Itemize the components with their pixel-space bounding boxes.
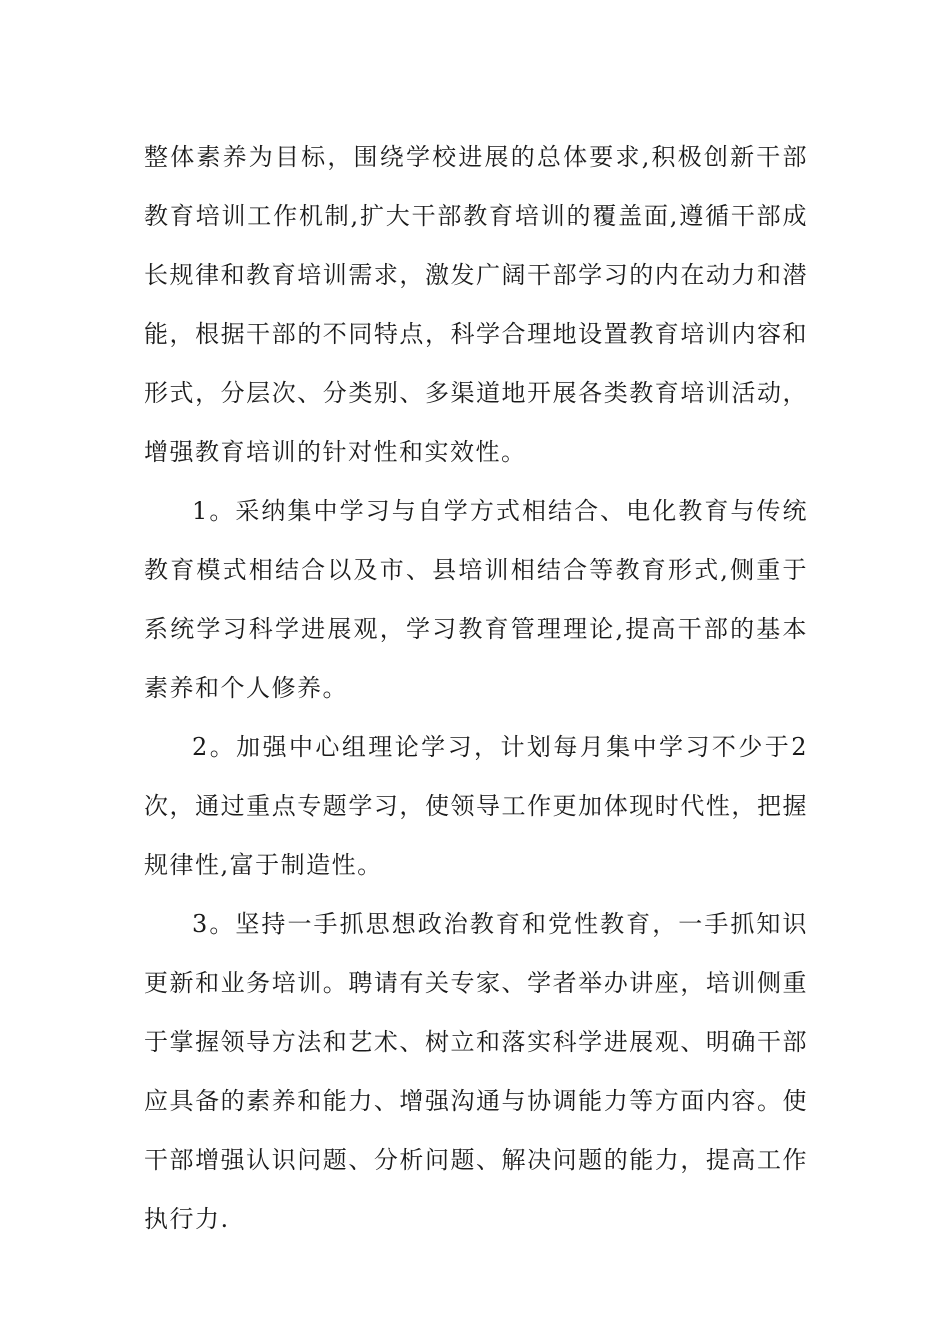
paragraph-item-3: 3。坚持一手抓思想政治教育和党性教育，一手抓知识更新和业务培训。聘请有关专家、学者举办讲座，培训侧重于掌握领导方法和艺术、树立和落实科学进展观、明确干部应具备的素养和能力、增强沟通与协调能力等方面内容。使干部增强认识问题、分析问题、解决问题的能力，提高工作执行力. xyxy=(144,910,808,1233)
paragraph-item-1: 1。采纳集中学习与自学方式相结合、电化教育与传统教育模式相结合以及市、县培训相结合等教育形式,侧重于系统学习科学进展观，学习教育管理理论,提高干部的基本素养和个人修养。 xyxy=(144,497,808,702)
paragraph-item-2: 2。加强中心组理论学习，计划每月集中学习不少于2次，通过重点专题学习，使领导工作更加体现时代性，把握规律性,富于制造性。 xyxy=(144,733,808,879)
paragraph-intro-continuation: 整体素养为目标，围绕学校进展的总体要求,积极创新干部教育培训工作机制,扩大干部教育培训的覆盖面,遵循干部成长规律和教育培训需求，激发广阔干部学习的内在动力和潜能，根据干部的不同特点，科学合理地设置教育培训内容和形式，分层次、分类别、多渠道地开展各类教育培训活动，增强教育培训的针对性和实效性。 xyxy=(144,143,808,466)
document-body xyxy=(144,128,808,1249)
